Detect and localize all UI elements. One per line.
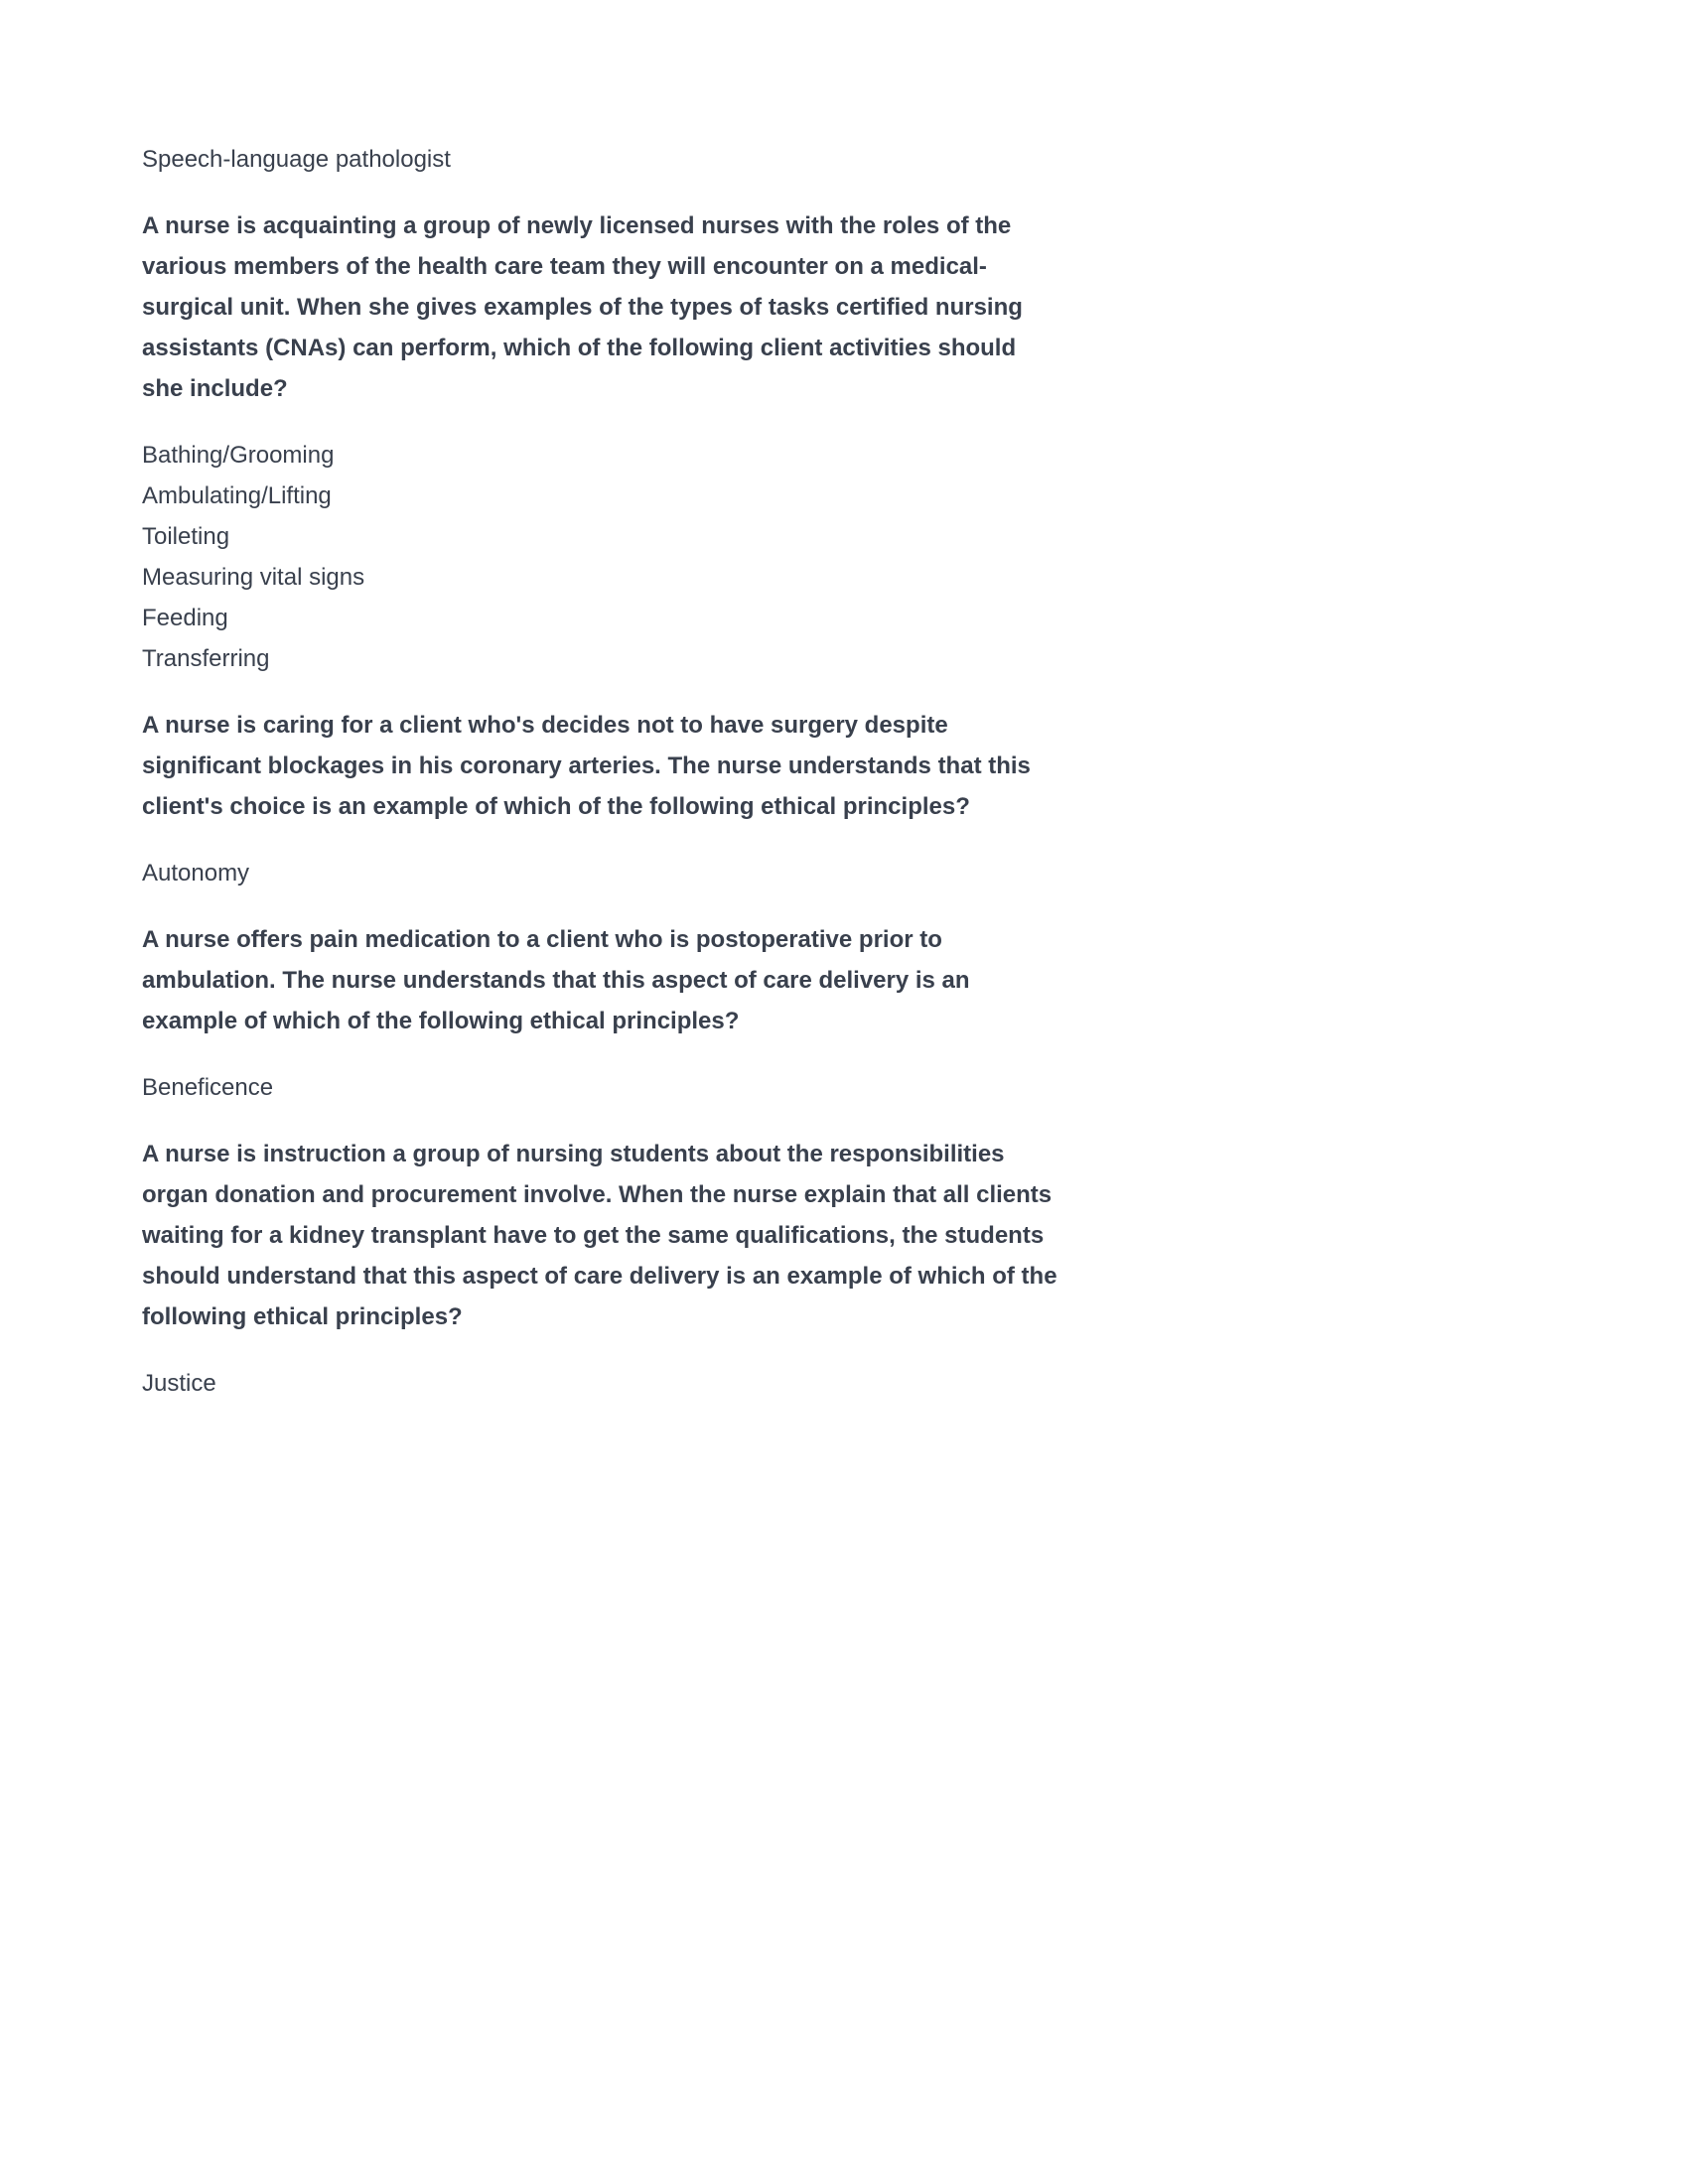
option-line-ambulating-lifting: Ambulating/Lifting xyxy=(142,482,332,509)
answer-options-list xyxy=(142,435,1060,679)
answer-autonomy: Autonomy xyxy=(142,860,250,887)
option-line-feeding: Feeding xyxy=(142,605,228,631)
answer-justice: Justice xyxy=(142,1370,216,1397)
answer-beneficence: Beneficence xyxy=(142,1074,274,1101)
option-line-toileting: Toileting xyxy=(142,523,230,550)
option-line-transferring: Transferring xyxy=(142,645,270,672)
answer-text-top: Speech-language pathologist xyxy=(142,146,451,173)
question-paragraph-3: A nurse offers pain medication to a client who is postoperative prior to ambulation. The nurse understands that this aspect of care delivery is an example of which of the following ethical principles? xyxy=(142,926,970,1034)
question-paragraph-2: A nurse is caring for a client who's decides not to have surgery despite significant blockages in his coronary arteries. The nurse understands that this client's choice is an example of which of the following ethical principles? xyxy=(142,712,1031,820)
question-paragraph-1: A nurse is acquainting a group of newly licensed nurses with the roles of the various members of the health care team they will encounter on a medical-surgical unit. When she gives examples of the types of tasks certified nursing assistants (CNAs) can perform, which of the following client activities should she include? xyxy=(142,212,1023,402)
document-content xyxy=(142,139,1060,1404)
option-line-measuring-vital-signs: Measuring vital signs xyxy=(142,564,365,591)
option-line-bathing-grooming: Bathing/Grooming xyxy=(142,442,335,469)
question-paragraph-4: A nurse is instruction a group of nursing students about the responsibilities organ donation and procurement involve. When the nurse explain that all clients waiting for a kidney transplant have to get the same qualifications, the students should understand that this aspect of care delivery is an example of which of the following ethical principles? xyxy=(142,1141,1057,1330)
